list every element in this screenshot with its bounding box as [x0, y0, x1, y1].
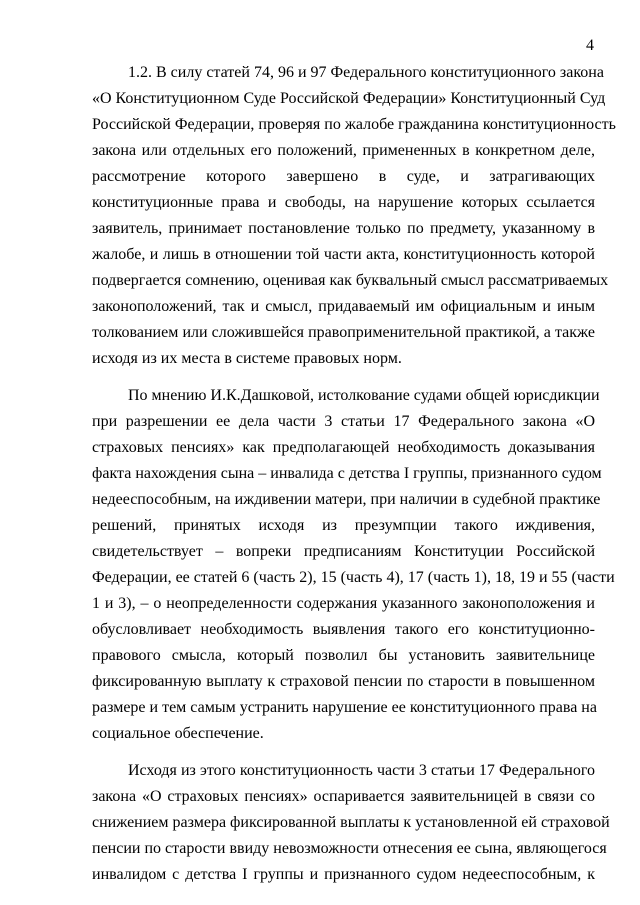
- text-line: 1.2. В силу статей 74, 96 и 97 Федерального конституционного закона: [128, 64, 604, 81]
- text-line: обусловливает необходимость выявления такого его конституционно-: [92, 621, 595, 638]
- text-line: 1 и 3), – о неопределенности содержания указанного законоположения и: [92, 595, 595, 612]
- text-line: заявитель, принимает постановление только по предмету, указанному в: [92, 220, 595, 237]
- text-line: подвергается сомнению, оценивая как буквальный смысл рассматриваемых: [92, 272, 609, 289]
- text-line: пенсии по старости ввиду невозможности отнесения ее сына, являющегося: [92, 840, 607, 857]
- text-line: законоположений, так и смысл, придаваемый им официальным и иным: [92, 298, 595, 315]
- text-line: решений, принятых исходя из презумпции такого иждивения,: [92, 517, 595, 534]
- text-line: закона или отдельных его положений, примененных в конкретном деле,: [92, 142, 595, 159]
- paragraph-2: [92, 383, 615, 747]
- text-line: конституционные права и свободы, на нарушение которых ссылается: [92, 194, 595, 211]
- text-line: факта нахождения сына – инвалида с детства I группы, признанного судом: [92, 465, 602, 482]
- text-line: толкованием или сложившейся правоприменительной практикой, а также: [92, 324, 595, 341]
- text-line: Российской Федерации, проверяя по жалобе гражданина конституционность: [92, 116, 616, 133]
- document-body: [92, 60, 616, 888]
- text-line: недееспособным, на иждивении матери, при наличии в судебной практике: [92, 491, 601, 508]
- text-line: исходя из их места в системе правовых норм.: [92, 350, 402, 367]
- text-line: правового смысла, который позволил бы установить заявительнице: [92, 647, 595, 664]
- paragraph-3: [92, 758, 610, 888]
- paragraph-1: [92, 60, 616, 372]
- text-line: закона «О страховых пенсиях» оспаривается заявительницей в связи со: [92, 788, 595, 805]
- text-line: По мнению И.К.Дашковой, истолкование судами общей юрисдикции: [128, 387, 600, 404]
- text-line: рассмотрение которого завершено в суде, и затрагивающих: [92, 168, 595, 185]
- text-line: размере и тем самым устранить нарушение ее конституционного права на: [92, 699, 597, 716]
- text-line: снижением размера фиксированной выплаты к установленной ей страховой: [92, 814, 610, 831]
- text-line: Федерации, ее статей 6 (часть 2), 15 (часть 4), 17 (часть 1), 18, 19 и 55 (части: [92, 569, 615, 586]
- text-line: страховых пенсиях» как предполагающей необходимость доказывания: [92, 439, 595, 456]
- text-line: фиксированную выплату к страховой пенсии по старости в повышенном: [92, 673, 595, 690]
- text-line: при разрешении ее дела части 3 статьи 17 Федерального закона «О: [92, 413, 595, 430]
- text-line: «О Конституционном Суде Российской Федерации» Конституционный Суд: [92, 90, 606, 107]
- text-line: социальное обеспечение.: [92, 725, 264, 742]
- text-line: свидетельствует – вопреки предписаниям Конституции Российской: [92, 543, 595, 560]
- text-line: Исходя из этого конституционность части 3 статьи 17 Федерального: [128, 762, 595, 779]
- text-line: инвалидом с детства I группы и признанного судом недееспособным, к: [92, 866, 595, 883]
- text-line: жалобе, и лишь в отношении той части акта, конституционность которой: [92, 246, 595, 263]
- page-number: 4: [586, 37, 594, 54]
